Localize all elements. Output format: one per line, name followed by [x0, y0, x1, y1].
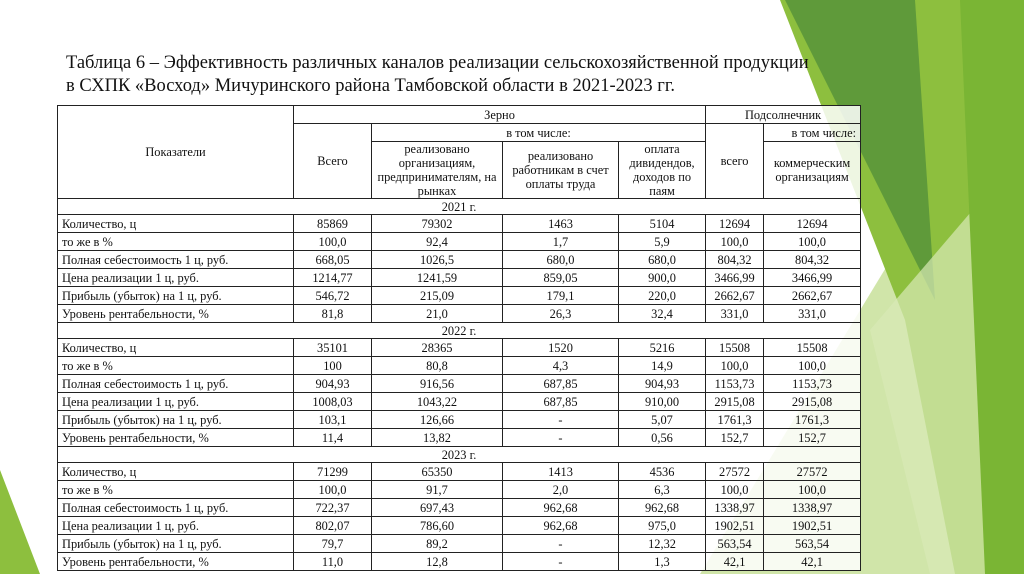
table-row [58, 305, 861, 323]
cell-value: 916,56 [372, 375, 503, 393]
cell-value: 92,4 [372, 233, 503, 251]
row-label: Полная себестоимость 1 ц, руб. [58, 499, 294, 517]
cell-value: 4,3 [503, 357, 619, 375]
cell-value: 1,7 [503, 233, 619, 251]
cell-value: 71299 [294, 463, 372, 481]
cell-value: 668,05 [294, 251, 372, 269]
table-row [58, 553, 861, 571]
table-title [66, 52, 846, 98]
cell-value: 126,66 [372, 411, 503, 429]
cell-value: 722,37 [294, 499, 372, 517]
cell-value: 26,3 [503, 305, 619, 323]
cell-value: 1214,77 [294, 269, 372, 287]
cell-value: 32,4 [619, 305, 706, 323]
header-grain-including: в том числе: [372, 124, 706, 142]
cell-value: 100,0 [294, 481, 372, 499]
cell-value: 100 [294, 357, 372, 375]
cell-value: 1761,3 [764, 411, 861, 429]
table-row [58, 411, 861, 429]
cell-value: 962,68 [619, 499, 706, 517]
cell-value: 2662,67 [706, 287, 764, 305]
cell-value: 11,4 [294, 429, 372, 447]
cell-value: 331,0 [764, 305, 861, 323]
cell-value: 2915,08 [764, 393, 861, 411]
cell-value: 100,0 [294, 233, 372, 251]
cell-value: 1241,59 [372, 269, 503, 287]
year-label: 2021 г. [58, 199, 861, 215]
cell-value: 12694 [764, 215, 861, 233]
table-title-line1: Таблица 6 – Эффективность различных каналов реализации сельскохозяйственной продукции [66, 53, 809, 73]
cell-value: 65350 [372, 463, 503, 481]
cell-value: 1153,73 [764, 375, 861, 393]
cell-value: 27572 [706, 463, 764, 481]
cell-value: 42,1 [764, 553, 861, 571]
row-label: Цена реализации 1 ц, руб. [58, 269, 294, 287]
cell-value: 12,8 [372, 553, 503, 571]
cell-value: 220,0 [619, 287, 706, 305]
header-grain-total: Всего [294, 124, 372, 199]
year-label: 2022 г. [58, 323, 861, 339]
cell-value: 3466,99 [764, 269, 861, 287]
cell-value: 35101 [294, 339, 372, 357]
cell-value: 100,0 [706, 233, 764, 251]
cell-value: 5,07 [619, 411, 706, 429]
row-label: Уровень рентабельности, % [58, 305, 294, 323]
cell-value: 179,1 [503, 287, 619, 305]
header-grain: Зерно [294, 106, 706, 124]
green-shape-left-corner [0, 470, 40, 574]
cell-value: 962,68 [503, 499, 619, 517]
cell-value: 962,68 [503, 517, 619, 535]
cell-value: 12694 [706, 215, 764, 233]
efficiency-table [57, 105, 861, 571]
cell-value: 2915,08 [706, 393, 764, 411]
cell-value: 802,07 [294, 517, 372, 535]
cell-value: 215,09 [372, 287, 503, 305]
cell-value: 79302 [372, 215, 503, 233]
cell-value: - [503, 535, 619, 553]
header-row-1 [58, 106, 861, 124]
cell-value: 14,9 [619, 357, 706, 375]
cell-value: 21,0 [372, 305, 503, 323]
cell-value: 1153,73 [706, 375, 764, 393]
header-sunflower: Подсолнечник [706, 106, 861, 124]
table-row [58, 287, 861, 305]
cell-value: 3466,99 [706, 269, 764, 287]
cell-value: 0,56 [619, 429, 706, 447]
row-label: то же в % [58, 233, 294, 251]
cell-value: 89,2 [372, 535, 503, 553]
row-label: Полная себестоимость 1 ц, руб. [58, 375, 294, 393]
table-title-line2: в СХПК «Восход» Мичуринского района Тамбовской области в 2021-2023 гг. [66, 76, 675, 96]
header-indicators: Показатели [58, 106, 294, 199]
table-row [58, 215, 861, 233]
table-row [58, 233, 861, 251]
cell-value: 975,0 [619, 517, 706, 535]
year-label: 2023 г. [58, 447, 861, 463]
cell-value: 1043,22 [372, 393, 503, 411]
cell-value: 786,60 [372, 517, 503, 535]
cell-value: 5104 [619, 215, 706, 233]
header-dividends: оплата дивидендов, доходов по паям [619, 142, 706, 199]
cell-value: 680,0 [619, 251, 706, 269]
table-row [58, 357, 861, 375]
cell-value: 28365 [372, 339, 503, 357]
table-row [58, 429, 861, 447]
cell-value: 1902,51 [706, 517, 764, 535]
row-label: Цена реализации 1 ц, руб. [58, 393, 294, 411]
cell-value: 100,0 [764, 481, 861, 499]
cell-value: 546,72 [294, 287, 372, 305]
cell-value: 563,54 [706, 535, 764, 553]
cell-value: 2,0 [503, 481, 619, 499]
row-label: Полная себестоимость 1 ц, руб. [58, 251, 294, 269]
year-row [58, 199, 861, 215]
cell-value: 85869 [294, 215, 372, 233]
cell-value: 563,54 [764, 535, 861, 553]
cell-value: 900,0 [619, 269, 706, 287]
row-label: Прибыль (убыток) на 1 ц, руб. [58, 535, 294, 553]
cell-value: 91,7 [372, 481, 503, 499]
cell-value: 687,85 [503, 393, 619, 411]
cell-value: 42,1 [706, 553, 764, 571]
cell-value: 13,82 [372, 429, 503, 447]
cell-value: 1761,3 [706, 411, 764, 429]
cell-value: 859,05 [503, 269, 619, 287]
row-label: Цена реализации 1 ц, руб. [58, 517, 294, 535]
cell-value: 2662,67 [764, 287, 861, 305]
cell-value: - [503, 411, 619, 429]
header-commercial: коммерческим организациям [764, 142, 861, 199]
cell-value: 1902,51 [764, 517, 861, 535]
cell-value: 1,3 [619, 553, 706, 571]
cell-value: 1338,97 [764, 499, 861, 517]
cell-value: 331,0 [706, 305, 764, 323]
year-row [58, 323, 861, 339]
cell-value: 1008,03 [294, 393, 372, 411]
cell-value: 15508 [764, 339, 861, 357]
cell-value: - [503, 553, 619, 571]
cell-value: 100,0 [706, 357, 764, 375]
row-label: Уровень рентабельности, % [58, 553, 294, 571]
cell-value: 1413 [503, 463, 619, 481]
cell-value: 6,3 [619, 481, 706, 499]
header-sold-orgs: реализовано организациям, предпринимателям, на рынках [372, 142, 503, 199]
table-row [58, 517, 861, 535]
row-label: Количество, ц [58, 215, 294, 233]
cell-value: 1463 [503, 215, 619, 233]
cell-value: 680,0 [503, 251, 619, 269]
cell-value: 80,8 [372, 357, 503, 375]
cell-value: 1520 [503, 339, 619, 357]
row-label: Прибыль (убыток) на 1 ц, руб. [58, 411, 294, 429]
row-label: то же в % [58, 357, 294, 375]
cell-value: 904,93 [619, 375, 706, 393]
cell-value: 152,7 [706, 429, 764, 447]
row-label: Количество, ц [58, 339, 294, 357]
cell-value: 15508 [706, 339, 764, 357]
cell-value: 81,8 [294, 305, 372, 323]
table-row [58, 375, 861, 393]
year-row [58, 447, 861, 463]
row-label: Прибыль (убыток) на 1 ц, руб. [58, 287, 294, 305]
cell-value: 687,85 [503, 375, 619, 393]
cell-value: 904,93 [294, 375, 372, 393]
cell-value: 11,0 [294, 553, 372, 571]
row-label: то же в % [58, 481, 294, 499]
table-row [58, 251, 861, 269]
cell-value: 5216 [619, 339, 706, 357]
table-row [58, 463, 861, 481]
row-label: Количество, ц [58, 463, 294, 481]
cell-value: - [503, 429, 619, 447]
cell-value: 697,43 [372, 499, 503, 517]
cell-value: 27572 [764, 463, 861, 481]
cell-value: 12,32 [619, 535, 706, 553]
table-row [58, 499, 861, 517]
cell-value: 1026,5 [372, 251, 503, 269]
table-row [58, 481, 861, 499]
table-row [58, 269, 861, 287]
cell-value: 4536 [619, 463, 706, 481]
header-sunflower-total: всего [706, 124, 764, 199]
table-row [58, 535, 861, 553]
row-label: Уровень рентабельности, % [58, 429, 294, 447]
table-row [58, 339, 861, 357]
cell-value: 5,9 [619, 233, 706, 251]
cell-value: 804,32 [706, 251, 764, 269]
cell-value: 100,0 [706, 481, 764, 499]
cell-value: 804,32 [764, 251, 861, 269]
cell-value: 152,7 [764, 429, 861, 447]
cell-value: 79,7 [294, 535, 372, 553]
table-row [58, 393, 861, 411]
header-sold-workers: реализовано работникам в счет оплаты труда [503, 142, 619, 199]
cell-value: 1338,97 [706, 499, 764, 517]
cell-value: 103,1 [294, 411, 372, 429]
header-sunflower-including: в том числе: [764, 124, 861, 142]
cell-value: 910,00 [619, 393, 706, 411]
cell-value: 100,0 [764, 357, 861, 375]
cell-value: 100,0 [764, 233, 861, 251]
